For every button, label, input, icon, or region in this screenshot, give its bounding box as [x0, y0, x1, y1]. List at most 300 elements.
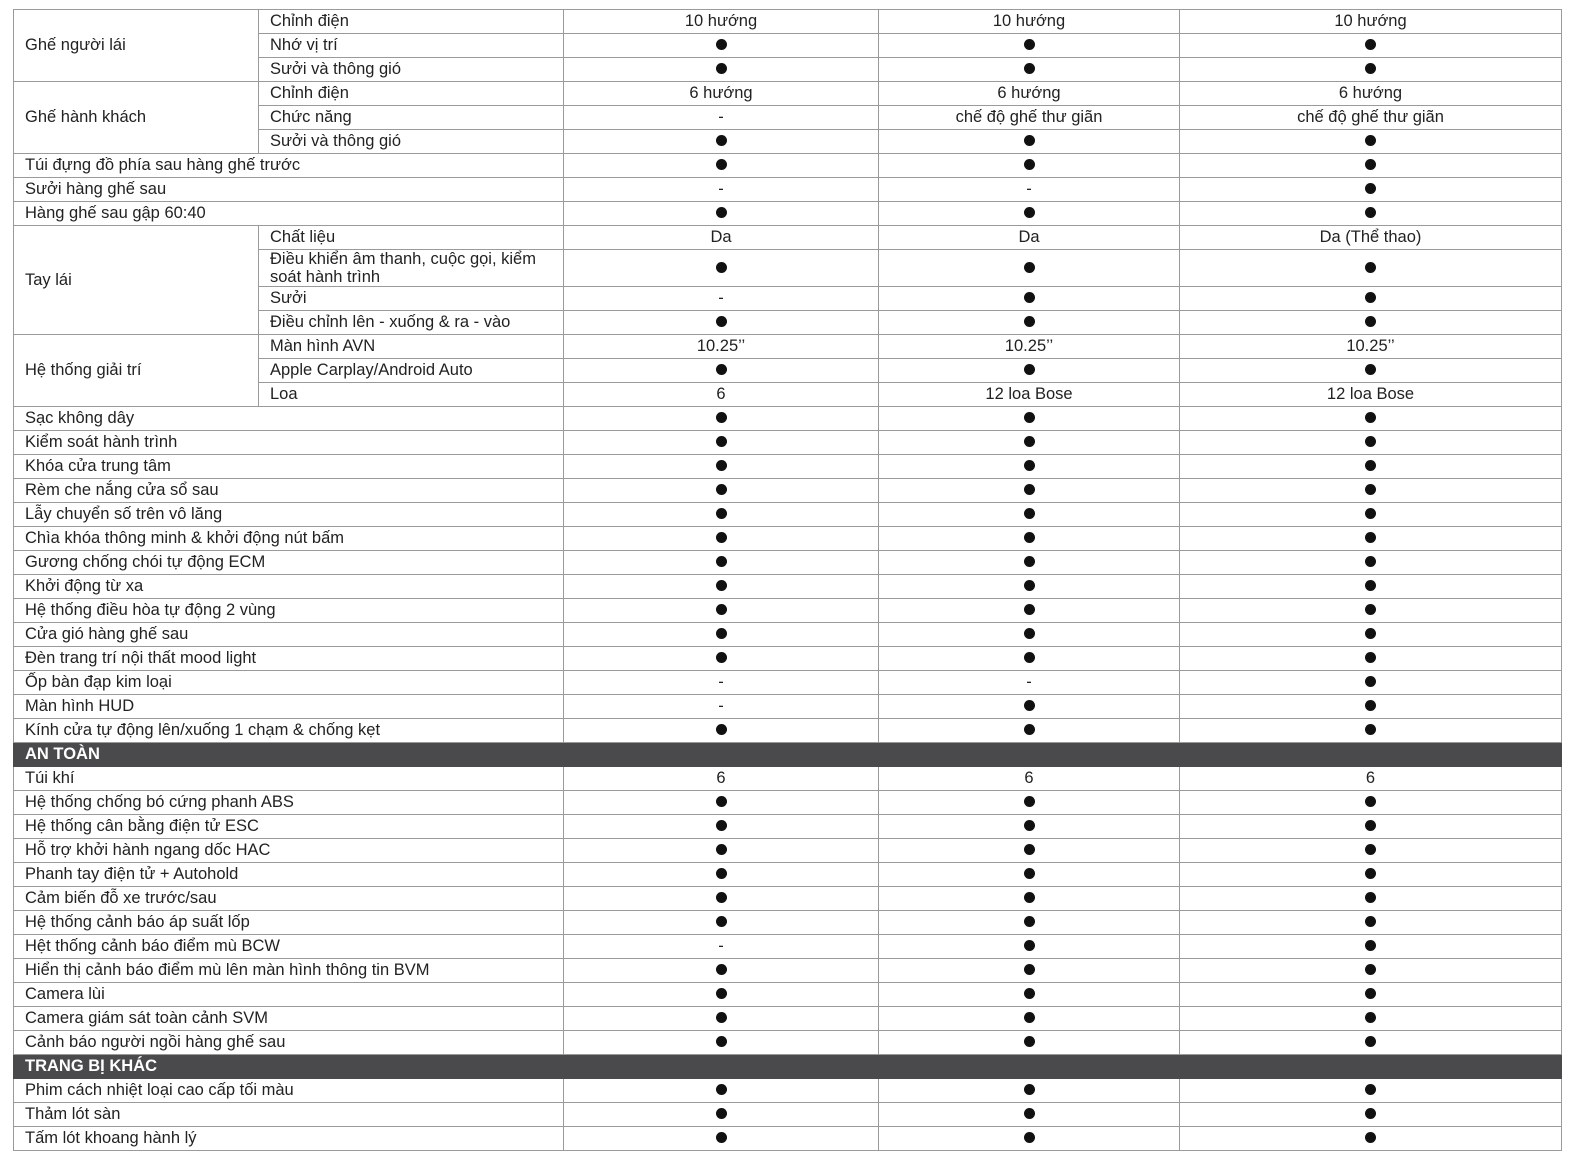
- feature-label: Túi đựng đồ phía sau hàng ghế trước: [14, 154, 564, 178]
- bullet-dot-icon: [1024, 508, 1035, 519]
- bullet-dot-icon: [1365, 1132, 1376, 1143]
- bullet-dot-icon: [1365, 580, 1376, 591]
- bullet-dot-icon: [1365, 460, 1376, 471]
- feature-label: Rèm che nắng cửa sổ sau: [14, 479, 564, 503]
- feature-check-cell: [879, 455, 1180, 479]
- bullet-dot-icon: [716, 262, 727, 273]
- feature-check-cell: [564, 407, 879, 431]
- feature-check-cell: [879, 34, 1180, 58]
- feature-check-cell: [879, 887, 1180, 911]
- spec-value-cell: 10.25’’: [879, 335, 1180, 359]
- feature-check-cell: [564, 1127, 879, 1151]
- bullet-dot-icon: [1024, 292, 1035, 303]
- spec-row: [14, 767, 1562, 791]
- feature-check-cell: [1180, 791, 1562, 815]
- bullet-dot-icon: [716, 460, 727, 471]
- spec-row: [14, 959, 1562, 983]
- not-available-cell: -: [564, 106, 879, 130]
- bullet-dot-icon: [1024, 412, 1035, 423]
- bullet-dot-icon: [1024, 39, 1035, 50]
- spec-row: [14, 82, 1562, 106]
- spec-value-cell: 12 loa Bose: [1180, 383, 1562, 407]
- bullet-dot-icon: [1024, 964, 1035, 975]
- bullet-dot-icon: [1365, 412, 1376, 423]
- bullet-dot-icon: [716, 820, 727, 831]
- feature-label: Hệ thống cảnh báo áp suất lốp: [14, 911, 564, 935]
- feature-check-cell: [564, 887, 879, 911]
- bullet-dot-icon: [716, 63, 727, 74]
- feature-check-cell: [879, 311, 1180, 335]
- spec-row: [14, 647, 1562, 671]
- feature-check-cell: [1180, 695, 1562, 719]
- spec-value-cell: 10 hướng: [1180, 10, 1562, 34]
- feature-label: Cảnh báo người ngồi hàng ghế sau: [14, 1031, 564, 1055]
- bullet-dot-icon: [1365, 1108, 1376, 1119]
- spec-row: [14, 911, 1562, 935]
- feature-check-cell: [564, 311, 879, 335]
- group-label: Tay lái: [14, 226, 259, 335]
- spec-value-cell: 10.25’’: [564, 335, 879, 359]
- feature-check-cell: [564, 863, 879, 887]
- bullet-dot-icon: [716, 628, 727, 639]
- feature-check-cell: [1180, 839, 1562, 863]
- bullet-dot-icon: [1365, 652, 1376, 663]
- bullet-dot-icon: [716, 436, 727, 447]
- feature-check-cell: [879, 647, 1180, 671]
- bullet-dot-icon: [1365, 964, 1376, 975]
- bullet-dot-icon: [1365, 940, 1376, 951]
- feature-label: Cảm biến đỗ xe trước/sau: [14, 887, 564, 911]
- bullet-dot-icon: [1365, 628, 1376, 639]
- feature-label: Chìa khóa thông minh & khởi động nút bấm: [14, 527, 564, 551]
- feature-check-cell: [879, 202, 1180, 226]
- bullet-dot-icon: [1365, 316, 1376, 327]
- feature-label: Hệ thống chống bó cứng phanh ABS: [14, 791, 564, 815]
- bullet-dot-icon: [1024, 820, 1035, 831]
- bullet-dot-icon: [1024, 159, 1035, 170]
- bullet-dot-icon: [1365, 916, 1376, 927]
- sub-feature-label: Chỉnh điện: [259, 82, 564, 106]
- bullet-dot-icon: [1024, 1084, 1035, 1095]
- spec-row: [14, 1103, 1562, 1127]
- feature-check-cell: [564, 479, 879, 503]
- spec-row: [14, 575, 1562, 599]
- feature-check-cell: [564, 959, 879, 983]
- feature-check-cell: [564, 503, 879, 527]
- bullet-dot-icon: [1024, 532, 1035, 543]
- spec-row: [14, 839, 1562, 863]
- bullet-dot-icon: [716, 1108, 727, 1119]
- feature-label: Sưởi hàng ghế sau: [14, 178, 564, 202]
- bullet-dot-icon: [1024, 628, 1035, 639]
- feature-check-cell: [1180, 1031, 1562, 1055]
- feature-check-cell: [1180, 527, 1562, 551]
- feature-check-cell: [564, 455, 879, 479]
- feature-check-cell: [1180, 671, 1562, 695]
- feature-check-cell: [1180, 983, 1562, 1007]
- feature-label: Hiển thị cảnh báo điểm mù lên màn hình thông tin BVM: [14, 959, 564, 983]
- sub-feature-label: Sưởi và thông gió: [259, 58, 564, 82]
- spec-row: [14, 791, 1562, 815]
- feature-check-cell: [1180, 1127, 1562, 1151]
- spec-row: [14, 1079, 1562, 1103]
- bullet-dot-icon: [1024, 364, 1035, 375]
- feature-check-cell: [1180, 58, 1562, 82]
- feature-check-cell: [564, 815, 879, 839]
- bullet-dot-icon: [1024, 262, 1035, 273]
- spec-row: [14, 551, 1562, 575]
- feature-check-cell: [1180, 887, 1562, 911]
- feature-check-cell: [879, 1127, 1180, 1151]
- section-title: AN TOÀN: [14, 743, 1562, 767]
- bullet-dot-icon: [1365, 508, 1376, 519]
- feature-check-cell: [564, 911, 879, 935]
- spec-row: [14, 527, 1562, 551]
- bullet-dot-icon: [716, 484, 727, 495]
- section-header-an-toan: [14, 743, 1562, 767]
- bullet-dot-icon: [1024, 1036, 1035, 1047]
- spec-value-cell: 6: [564, 767, 879, 791]
- spec-value-cell: 6 hướng: [1180, 82, 1562, 106]
- feature-label: Màn hình HUD: [14, 695, 564, 719]
- feature-check-cell: [1180, 359, 1562, 383]
- feature-label: Camera lùi: [14, 983, 564, 1007]
- feature-check-cell: [564, 250, 879, 287]
- feature-label: Khóa cửa trung tâm: [14, 455, 564, 479]
- bullet-dot-icon: [1024, 580, 1035, 591]
- bullet-dot-icon: [1024, 556, 1035, 567]
- bullet-dot-icon: [1365, 796, 1376, 807]
- bullet-dot-icon: [716, 868, 727, 879]
- spec-value-cell: 6: [879, 767, 1180, 791]
- section-header-trang-bi-khac: [14, 1055, 1562, 1079]
- feature-check-cell: [879, 503, 1180, 527]
- feature-check-cell: [564, 551, 879, 575]
- spec-row: [14, 335, 1562, 359]
- feature-check-cell: [1180, 407, 1562, 431]
- bullet-dot-icon: [716, 1084, 727, 1095]
- bullet-dot-icon: [1024, 844, 1035, 855]
- feature-label: Ốp bàn đạp kim loại: [14, 671, 564, 695]
- bullet-dot-icon: [716, 892, 727, 903]
- feature-check-cell: [879, 791, 1180, 815]
- feature-label: Đèn trang trí nội thất mood light: [14, 647, 564, 671]
- bullet-dot-icon: [1024, 484, 1035, 495]
- bullet-dot-icon: [1365, 844, 1376, 855]
- bullet-dot-icon: [1024, 460, 1035, 471]
- bullet-dot-icon: [1024, 652, 1035, 663]
- feature-check-cell: [879, 695, 1180, 719]
- feature-check-cell: [879, 863, 1180, 887]
- bullet-dot-icon: [1365, 988, 1376, 999]
- feature-check-cell: [564, 202, 879, 226]
- spec-value-cell: 6 hướng: [879, 82, 1180, 106]
- feature-check-cell: [1180, 647, 1562, 671]
- bullet-dot-icon: [1365, 39, 1376, 50]
- feature-check-cell: [1180, 1103, 1562, 1127]
- feature-label: Lẫy chuyển số trên vô lăng: [14, 503, 564, 527]
- feature-check-cell: [879, 575, 1180, 599]
- feature-label: Hệ thống cân bằng điện tử ESC: [14, 815, 564, 839]
- bullet-dot-icon: [1024, 1108, 1035, 1119]
- feature-check-cell: [1180, 959, 1562, 983]
- bullet-dot-icon: [1365, 724, 1376, 735]
- bullet-dot-icon: [716, 964, 727, 975]
- bullet-dot-icon: [1024, 316, 1035, 327]
- bullet-dot-icon: [1024, 916, 1035, 927]
- bullet-dot-icon: [716, 796, 727, 807]
- spec-table: [13, 9, 1562, 1151]
- sub-feature-label: Sưởi và thông gió: [259, 130, 564, 154]
- spec-row: [14, 1031, 1562, 1055]
- spec-row: [14, 815, 1562, 839]
- sub-feature-label: Apple Carplay/Android Auto: [259, 359, 564, 383]
- bullet-dot-icon: [716, 412, 727, 423]
- spec-row: [14, 599, 1562, 623]
- bullet-dot-icon: [716, 508, 727, 519]
- bullet-dot-icon: [716, 916, 727, 927]
- spec-row: [14, 983, 1562, 1007]
- feature-check-cell: [879, 1103, 1180, 1127]
- bullet-dot-icon: [1365, 868, 1376, 879]
- spec-value-cell: Da: [564, 226, 879, 250]
- sub-feature-label: Chỉnh điện: [259, 10, 564, 34]
- bullet-dot-icon: [1365, 207, 1376, 218]
- feature-check-cell: [1180, 623, 1562, 647]
- feature-check-cell: [879, 479, 1180, 503]
- feature-check-cell: [1180, 911, 1562, 935]
- bullet-dot-icon: [1024, 207, 1035, 218]
- feature-check-cell: [879, 58, 1180, 82]
- spec-row: [14, 431, 1562, 455]
- bullet-dot-icon: [1024, 700, 1035, 711]
- not-available-cell: -: [564, 287, 879, 311]
- sub-feature-label: Nhớ vị trí: [259, 34, 564, 58]
- feature-check-cell: [564, 58, 879, 82]
- feature-label: Kính cửa tự động lên/xuống 1 chạm & chống kẹt: [14, 719, 564, 743]
- feature-label: Camera giám sát toàn cảnh SVM: [14, 1007, 564, 1031]
- feature-check-cell: [879, 407, 1180, 431]
- feature-check-cell: [564, 575, 879, 599]
- feature-check-cell: [879, 551, 1180, 575]
- bullet-dot-icon: [1024, 868, 1035, 879]
- bullet-dot-icon: [1365, 700, 1376, 711]
- section-title: TRANG BỊ KHÁC: [14, 1055, 1562, 1079]
- feature-label: Phim cách nhiệt loại cao cấp tối màu: [14, 1079, 564, 1103]
- bullet-dot-icon: [1024, 940, 1035, 951]
- bullet-dot-icon: [1024, 988, 1035, 999]
- feature-label: Hệt thống cảnh báo điểm mù BCW: [14, 935, 564, 959]
- feature-check-cell: [564, 359, 879, 383]
- spec-row: [14, 154, 1562, 178]
- feature-check-cell: [879, 959, 1180, 983]
- bullet-dot-icon: [1024, 436, 1035, 447]
- spec-value-cell: 10 hướng: [879, 10, 1180, 34]
- bullet-dot-icon: [1365, 364, 1376, 375]
- bullet-dot-icon: [716, 364, 727, 375]
- bullet-dot-icon: [1365, 63, 1376, 74]
- bullet-dot-icon: [1365, 820, 1376, 831]
- bullet-dot-icon: [716, 580, 727, 591]
- feature-check-cell: [879, 911, 1180, 935]
- bullet-dot-icon: [1365, 436, 1376, 447]
- feature-check-cell: [564, 1079, 879, 1103]
- spec-row: [14, 226, 1562, 250]
- feature-check-cell: [879, 287, 1180, 311]
- spec-row: [14, 935, 1562, 959]
- feature-check-cell: [879, 935, 1180, 959]
- bullet-dot-icon: [1365, 1012, 1376, 1023]
- bullet-dot-icon: [1365, 484, 1376, 495]
- feature-check-cell: [1180, 431, 1562, 455]
- bullet-dot-icon: [716, 1132, 727, 1143]
- feature-check-cell: [879, 250, 1180, 287]
- sub-feature-label: Loa: [259, 383, 564, 407]
- spec-value-cell: 10 hướng: [564, 10, 879, 34]
- spec-row: [14, 695, 1562, 719]
- feature-label: Gương chống chói tự động ECM: [14, 551, 564, 575]
- feature-label: Cửa gió hàng ghế sau: [14, 623, 564, 647]
- spec-value-cell: 6 hướng: [564, 82, 879, 106]
- feature-check-cell: [879, 719, 1180, 743]
- bullet-dot-icon: [716, 604, 727, 615]
- feature-check-cell: [564, 623, 879, 647]
- spec-row: [14, 623, 1562, 647]
- spec-row: [14, 10, 1562, 34]
- feature-check-cell: [879, 623, 1180, 647]
- spec-value-cell: 6: [564, 383, 879, 407]
- feature-check-cell: [1180, 503, 1562, 527]
- feature-check-cell: [564, 34, 879, 58]
- bullet-dot-icon: [716, 316, 727, 327]
- bullet-dot-icon: [1024, 135, 1035, 146]
- feature-label: Túi khí: [14, 767, 564, 791]
- feature-check-cell: [564, 130, 879, 154]
- bullet-dot-icon: [1365, 159, 1376, 170]
- feature-check-cell: [1180, 575, 1562, 599]
- feature-label: Hàng ghế sau gập 60:40: [14, 202, 564, 226]
- feature-check-cell: [564, 154, 879, 178]
- feature-check-cell: [1180, 202, 1562, 226]
- feature-label: Thảm lót sàn: [14, 1103, 564, 1127]
- feature-check-cell: [879, 154, 1180, 178]
- feature-check-cell: [1180, 719, 1562, 743]
- spec-value-cell: chế độ ghế thư giãn: [879, 106, 1180, 130]
- feature-check-cell: [1180, 250, 1562, 287]
- not-available-cell: -: [564, 935, 879, 959]
- sub-feature-label: Màn hình AVN: [259, 335, 564, 359]
- feature-label: Hệ thống điều hòa tự động 2 vùng: [14, 599, 564, 623]
- feature-check-cell: [564, 1031, 879, 1055]
- spec-row: [14, 671, 1562, 695]
- feature-check-cell: [564, 599, 879, 623]
- feature-check-cell: [1180, 455, 1562, 479]
- sub-feature-label: Chức năng: [259, 106, 564, 130]
- feature-check-cell: [564, 1103, 879, 1127]
- feature-check-cell: [564, 719, 879, 743]
- feature-label: Khởi động từ xa: [14, 575, 564, 599]
- spec-value-cell: 6: [1180, 767, 1562, 791]
- bullet-dot-icon: [716, 135, 727, 146]
- spec-row: [14, 1007, 1562, 1031]
- bullet-dot-icon: [1024, 604, 1035, 615]
- bullet-dot-icon: [716, 988, 727, 999]
- feature-check-cell: [564, 791, 879, 815]
- feature-check-cell: [1180, 34, 1562, 58]
- bullet-dot-icon: [1365, 1084, 1376, 1095]
- bullet-dot-icon: [716, 1036, 727, 1047]
- bullet-dot-icon: [716, 844, 727, 855]
- feature-check-cell: [564, 983, 879, 1007]
- not-available-cell: -: [879, 178, 1180, 202]
- feature-check-cell: [1180, 815, 1562, 839]
- bullet-dot-icon: [1365, 556, 1376, 567]
- feature-label: Kiểm soát hành trình: [14, 431, 564, 455]
- feature-label: Tấm lót khoang hành lý: [14, 1127, 564, 1151]
- bullet-dot-icon: [1365, 292, 1376, 303]
- sub-feature-label: Sưởi: [259, 287, 564, 311]
- feature-check-cell: [1180, 311, 1562, 335]
- feature-check-cell: [879, 527, 1180, 551]
- spec-value-cell: 12 loa Bose: [879, 383, 1180, 407]
- bullet-dot-icon: [1024, 724, 1035, 735]
- bullet-dot-icon: [716, 556, 727, 567]
- bullet-dot-icon: [716, 652, 727, 663]
- bullet-dot-icon: [716, 724, 727, 735]
- spec-value-cell: chế độ ghế thư giãn: [1180, 106, 1562, 130]
- group-label: Ghế hành khách: [14, 82, 259, 154]
- feature-check-cell: [1180, 863, 1562, 887]
- spec-row: [14, 503, 1562, 527]
- not-available-cell: -: [564, 178, 879, 202]
- bullet-dot-icon: [1365, 183, 1376, 194]
- bullet-dot-icon: [716, 532, 727, 543]
- feature-check-cell: [564, 839, 879, 863]
- feature-check-cell: [564, 1007, 879, 1031]
- feature-check-cell: [1180, 551, 1562, 575]
- feature-label: Phanh tay điện tử + Autohold: [14, 863, 564, 887]
- feature-check-cell: [564, 647, 879, 671]
- bullet-dot-icon: [716, 207, 727, 218]
- group-label: Hệ thống giải trí: [14, 335, 259, 407]
- feature-check-cell: [1180, 178, 1562, 202]
- bullet-dot-icon: [1365, 532, 1376, 543]
- feature-label: Sạc không dây: [14, 407, 564, 431]
- spec-row: [14, 407, 1562, 431]
- spec-row: [14, 479, 1562, 503]
- spec-row: [14, 1127, 1562, 1151]
- spec-row: [14, 455, 1562, 479]
- feature-check-cell: [564, 431, 879, 455]
- sub-feature-label: Chất liệu: [259, 226, 564, 250]
- feature-check-cell: [1180, 287, 1562, 311]
- feature-check-cell: [1180, 130, 1562, 154]
- not-available-cell: -: [564, 695, 879, 719]
- bullet-dot-icon: [1024, 796, 1035, 807]
- bullet-dot-icon: [1365, 676, 1376, 687]
- feature-check-cell: [879, 359, 1180, 383]
- bullet-dot-icon: [1024, 1012, 1035, 1023]
- bullet-dot-icon: [716, 39, 727, 50]
- feature-check-cell: [564, 527, 879, 551]
- feature-check-cell: [879, 839, 1180, 863]
- bullet-dot-icon: [1365, 604, 1376, 615]
- feature-check-cell: [879, 983, 1180, 1007]
- feature-check-cell: [1180, 935, 1562, 959]
- spec-row: [14, 887, 1562, 911]
- spec-value-cell: Da (Thể thao): [1180, 226, 1562, 250]
- bullet-dot-icon: [1024, 1132, 1035, 1143]
